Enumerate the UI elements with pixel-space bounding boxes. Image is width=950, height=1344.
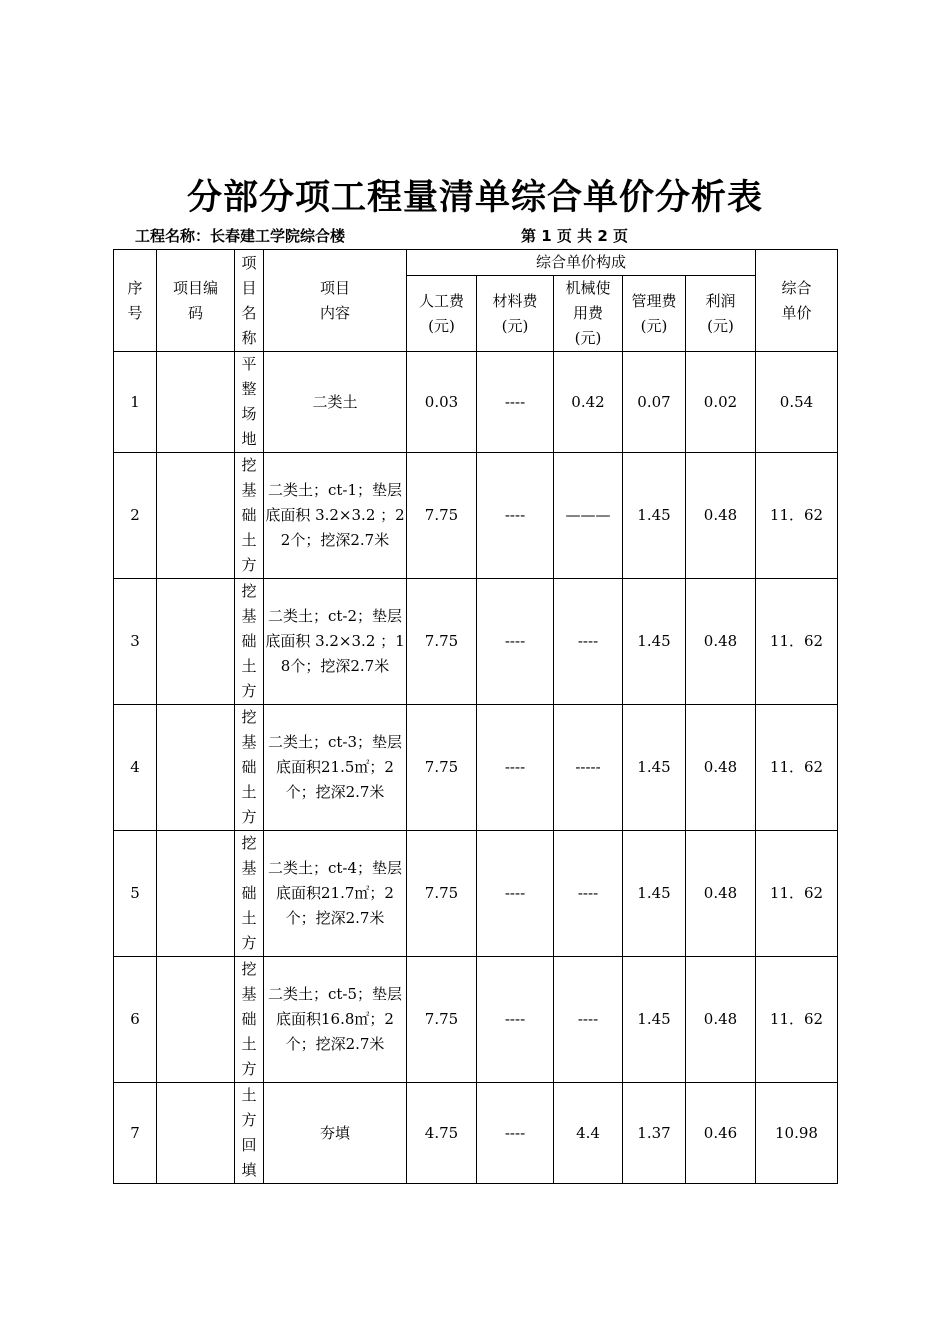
cell-total: 10.98 xyxy=(756,1083,838,1184)
cell-content: 二类土；ct-5；垫层底面积16.8㎡；2个；挖深2.7米 xyxy=(264,957,407,1083)
cell-profit: 0.46 xyxy=(686,1083,756,1184)
cell-total: 0.54 xyxy=(756,352,838,453)
header-code: 项目编码 xyxy=(157,250,235,352)
cell-code xyxy=(157,579,235,705)
header-composition: 综合单价构成 xyxy=(407,250,756,276)
cell-profit: 0.48 xyxy=(686,957,756,1083)
cell-content: 二类土；ct-2；垫层底面积 3.2×3.2 ；18个；挖深2.7米 xyxy=(264,579,407,705)
cell-management: 1.45 xyxy=(623,831,686,957)
table-row xyxy=(114,579,838,705)
cell-labor: 7.75 xyxy=(407,453,477,579)
cell-content: 二类土；ct-1；垫层底面积 3.2×3.2 ；22个；挖深2.7米 xyxy=(264,453,407,579)
cell-content: 二类土；ct-4；垫层底面积21.7㎡；2个；挖深2.7米 xyxy=(264,831,407,957)
cell-seq: 7 xyxy=(114,1083,157,1184)
page-title: 分部分项工程量清单综合单价分析表 xyxy=(186,178,763,218)
cell-profit: 0.48 xyxy=(686,705,756,831)
cell-seq: 2 xyxy=(114,453,157,579)
cell-code xyxy=(157,1083,235,1184)
cell-total: 11．62 xyxy=(756,579,838,705)
page-info: 第 1 页 共 2 页 xyxy=(521,227,628,245)
header-content: 项目 内容 xyxy=(264,250,407,352)
cell-machine: ---- xyxy=(554,579,623,705)
price-analysis-table xyxy=(113,249,838,1184)
cell-name: 挖基础土方 xyxy=(235,579,264,705)
header-seq: 序号 xyxy=(114,250,157,352)
cell-management: 0.07 xyxy=(623,352,686,453)
header-machine: 机械使用费(元) xyxy=(554,276,623,352)
cell-machine: ----- xyxy=(554,705,623,831)
cell-seq: 6 xyxy=(114,957,157,1083)
cell-material: ---- xyxy=(477,957,554,1083)
cell-total: 11．62 xyxy=(756,705,838,831)
cell-material: ---- xyxy=(477,705,554,831)
cell-material: ---- xyxy=(477,831,554,957)
header-name: 项目名称 xyxy=(235,250,264,352)
cell-labor: 0.03 xyxy=(407,352,477,453)
cell-content: 二类土 xyxy=(264,352,407,453)
cell-name: 挖基础土方 xyxy=(235,957,264,1083)
cell-seq: 1 xyxy=(114,352,157,453)
cell-name: 土方回填 xyxy=(235,1083,264,1184)
cell-name: 挖基础土方 xyxy=(235,705,264,831)
cell-management: 1.45 xyxy=(623,705,686,831)
cell-material: ---- xyxy=(477,1083,554,1184)
cell-labor: 7.75 xyxy=(407,579,477,705)
header-management: 管理费(元) xyxy=(623,276,686,352)
cell-management: 1.37 xyxy=(623,1083,686,1184)
cell-machine: ——— xyxy=(554,453,623,579)
table-row xyxy=(114,705,838,831)
cell-content: 二类土；ct-3；垫层底面积21.5㎡；2个；挖深2.7米 xyxy=(264,705,407,831)
cell-labor: 7.75 xyxy=(407,831,477,957)
cell-name: 挖基础土方 xyxy=(235,453,264,579)
table-row xyxy=(114,831,838,957)
table-row xyxy=(114,453,838,579)
cell-material: ---- xyxy=(477,352,554,453)
cell-labor: 7.75 xyxy=(407,705,477,831)
cell-machine: 0.42 xyxy=(554,352,623,453)
cell-total: 11．62 xyxy=(756,453,838,579)
cell-code xyxy=(157,352,235,453)
table-row xyxy=(114,1083,838,1184)
cell-total: 11．62 xyxy=(756,957,838,1083)
cell-code xyxy=(157,957,235,1083)
cell-machine: ---- xyxy=(554,831,623,957)
cell-name: 挖基础土方 xyxy=(235,831,264,957)
cell-total: 11．62 xyxy=(756,831,838,957)
cell-seq: 4 xyxy=(114,705,157,831)
cell-machine: ---- xyxy=(554,957,623,1083)
project-name: 工程名称：长春建工学院综合楼 xyxy=(135,227,346,245)
cell-material: ---- xyxy=(477,453,554,579)
cell-code xyxy=(157,453,235,579)
cell-code xyxy=(157,705,235,831)
header-profit: 利润(元) xyxy=(686,276,756,352)
cell-seq: 3 xyxy=(114,579,157,705)
cell-profit: 0.48 xyxy=(686,831,756,957)
cell-management: 1.45 xyxy=(623,579,686,705)
cell-machine: 4.4 xyxy=(554,1083,623,1184)
cell-labor: 4.75 xyxy=(407,1083,477,1184)
header-row xyxy=(114,250,838,276)
cell-name: 平整场地 xyxy=(235,352,264,453)
header-total: 综合单价 xyxy=(756,250,838,352)
table-row xyxy=(114,957,838,1083)
cell-seq: 5 xyxy=(114,831,157,957)
cell-profit: 0.48 xyxy=(686,453,756,579)
table-row xyxy=(114,352,838,453)
cell-management: 1.45 xyxy=(623,453,686,579)
header-material: 材料费(元) xyxy=(477,276,554,352)
cell-profit: 0.48 xyxy=(686,579,756,705)
cell-material: ---- xyxy=(477,579,554,705)
cell-code xyxy=(157,831,235,957)
cell-management: 1.45 xyxy=(623,957,686,1083)
cell-profit: 0.02 xyxy=(686,352,756,453)
header-labor: 人工费(元) xyxy=(407,276,477,352)
cell-content: 夯填 xyxy=(264,1083,407,1184)
cell-labor: 7.75 xyxy=(407,957,477,1083)
